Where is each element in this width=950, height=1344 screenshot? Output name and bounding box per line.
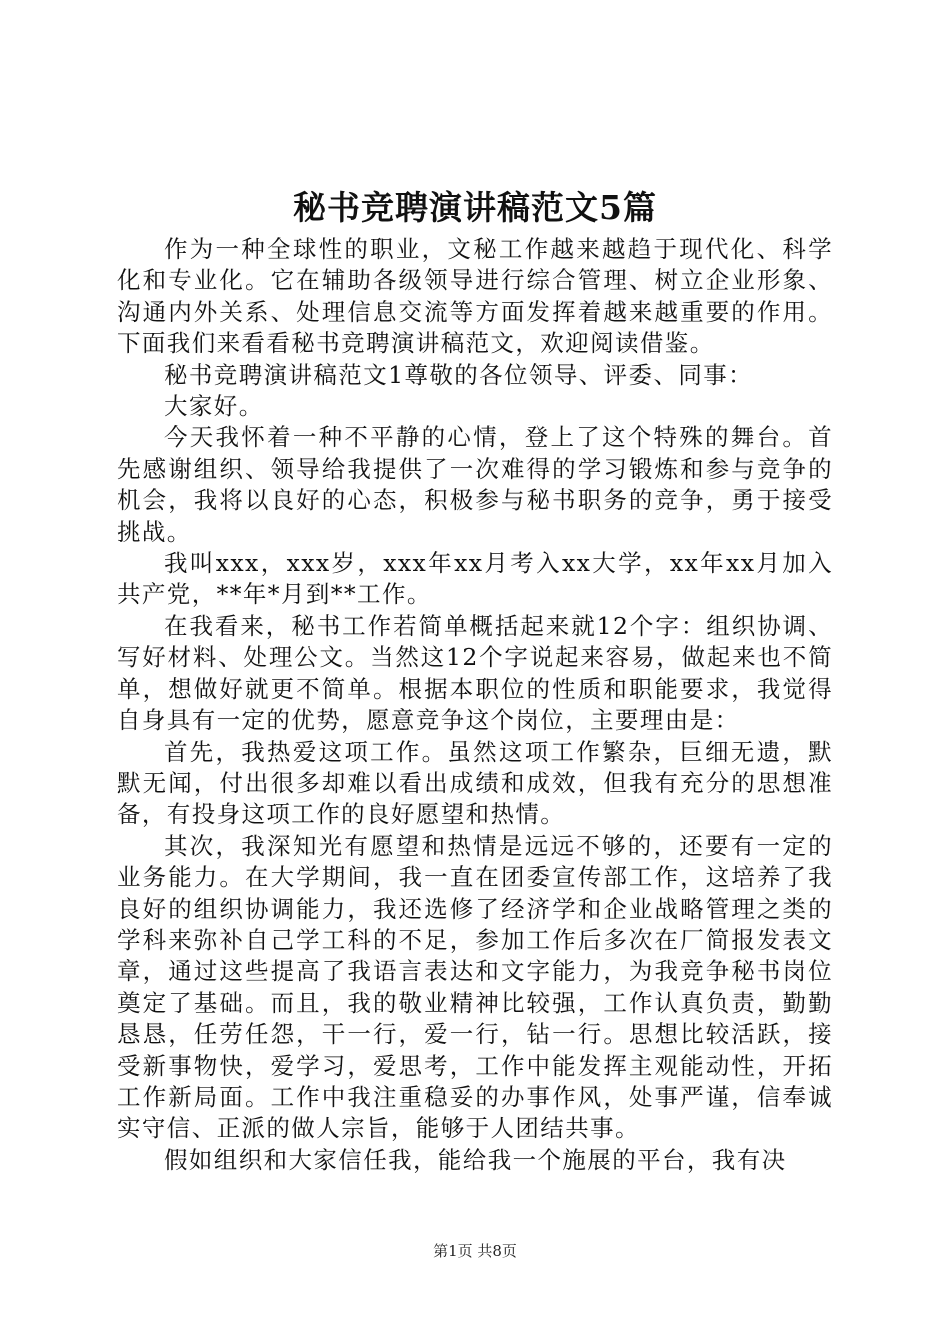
paragraph-first-reason: 首先，我热爱这项工作。虽然这项工作繁杂，巨细无遗，默默无闻，付出很多却难以看出成绩和成效，但我有充分的思想准备，有投身这项工作的良好愿望和热情。	[117, 737, 833, 829]
paragraph-greeting: 大家好。	[164, 392, 264, 421]
paragraph-second-reason: 其次，我深知光有愿望和热情是远远不够的，还要有一定的业务能力。在大学期间，我一直在团委宣传部工作，这培养了我良好的组织协调能力，我还选修了经济学和企业战略管理之类的学科来弥补自己学工科的不足，参加工作后多次在厂简报发表文章，通过这些提高了我语言表达和文字能力，为我竞争秘书岗位奠定了基础。而且，我的敬业精神比较强，工作认真负责，勤勤恳恳，任劳任怨，干一行，爱一行，钻一行。思想比较活跃，接受新事物快，爱学习，爱思考，工作中能发挥主观能动性，开拓工作新局面。工作中我注重稳妥的办事作风，处事严谨，信奉诚实守信、正派的做人宗旨，能够于人团结共事。	[117, 831, 833, 1143]
paragraph-speech-heading: 秘书竞聘演讲稿范文1尊敬的各位领导、评委、同事：	[164, 360, 754, 389]
page-number-footer: 第1页 共8页	[433, 1242, 517, 1260]
paragraph-closing-partial: 假如组织和大家信任我，能给我一个施展的平台，我有决	[164, 1145, 787, 1174]
document-title: 秘书竞聘演讲稿范文5篇	[293, 188, 657, 227]
paragraph-self-intro: 我叫xxx，xxx岁，xxx年xx月考入xx大学，xx年xx月加入共产党，**年*月到**工作。	[117, 549, 833, 609]
paragraph-intro: 作为一种全球性的职业，文秘工作越来越趋于现代化、科学化和专业化。它在辅助各级领导进行综合管理、树立企业形象、沟通内外关系、处理信息交流等方面发挥着越来越重要的作用。下面我们来看看秘书竞聘演讲稿范文，欢迎阅读借鉴。	[117, 235, 833, 358]
paragraph-opening: 今天我怀着一种不平静的心情，登上了这个特殊的舞台。首先感谢组织、领导给我提供了一次难得的学习锻炼和参与竞争的机会，我将以良好的心态，积极参与秘书职务的竞争，勇于接受挑战。	[117, 423, 833, 546]
document-body	[117, 234, 833, 1176]
paragraph-view: 在我看来，秘书工作若简单概括起来就12个字：组织协调、写好材料、处理公文。当然这12个字说起来容易，做起来也不简单，想做好就更不简单。根据本职位的性质和职能要求，我觉得自身具有一定的优势，愿意竞争这个岗位，主要理由是：	[117, 611, 833, 735]
